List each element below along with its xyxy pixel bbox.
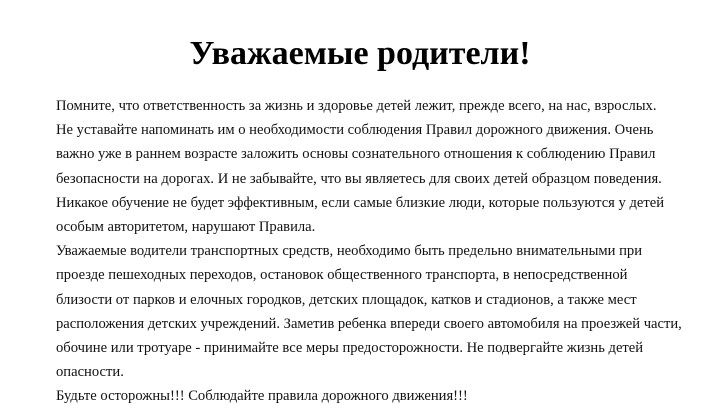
page-title: Уважаемые родители!: [189, 35, 531, 72]
paragraph-drivers: Уважаемые водители транспортных средств, необходимо быть предельно внимательными при проезде пешеходных переходов, остановок общественного транспорта, в непосредственной близости от парков и елочных городков, детских площадок, катков и стадионов, а также мест расположения детских учреждений. Заметив ребенка впереди своего автомобиля на проезжей части, обочине или тротуаре - принимайте все меры предосторожности. Не подвергайте жизнь детей опасности.: [56, 243, 682, 381]
paragraph-be-careful: Будьте осторожны!!! Соблюдайте правила дорожного движения!!!: [56, 388, 468, 405]
paragraph-responsibility: Помните, что ответственность за жизнь и здоровье детей лежит, прежде всего, на нас, взрослых.: [56, 98, 657, 114]
document-body: [56, 94, 686, 409]
paragraph-remind-rules: Не уставайте напоминать им о необходимости соблюдения Правил дорожного движения. Очень важно уже в раннем возрасте заложить основы сознательного отношения к соблюдению Правил безопасности на дорогах. И не забывайте, что вы являетесь для своих детей образцом поведения. Никакое обучение не будет эффективным, если самые близкие люди, которые пользуются у детей особым авторитетом, нарушают Правила.: [56, 122, 665, 236]
